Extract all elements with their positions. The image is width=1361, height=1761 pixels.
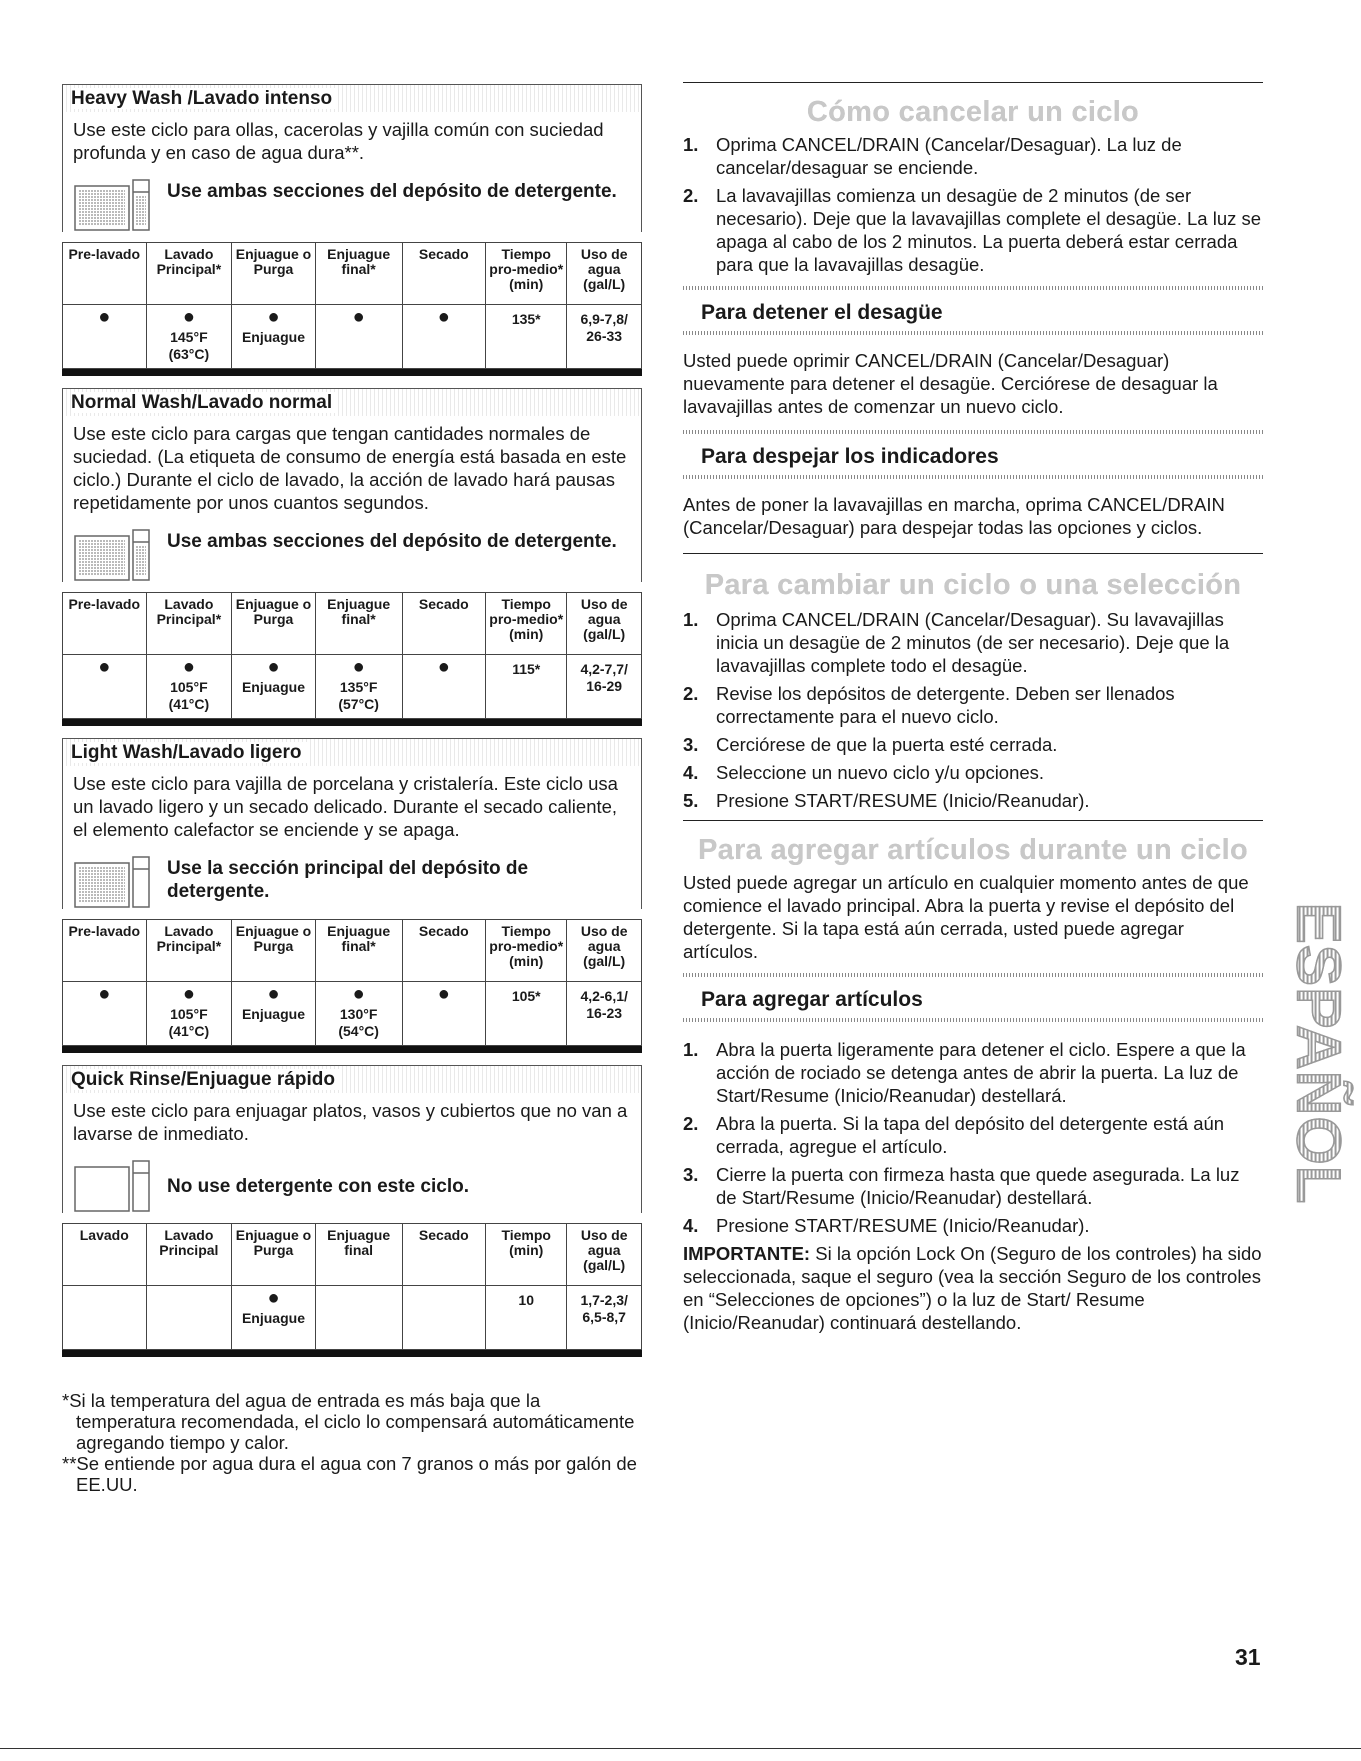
page-number: 31 — [1235, 1644, 1261, 1670]
cycle-normal-wash — [62, 388, 642, 726]
table-cell: ● — [402, 305, 486, 369]
col-header: Uso de agua (gal/L) — [567, 593, 642, 655]
cycle-description: Use este ciclo para vajilla de porcelana y cristalería. Este ciclo usa un lavado ligero y un secado delicado. Durante el secado caliente, el elemento calefactor se enciende y se apaga. — [73, 773, 618, 840]
divider — [683, 82, 1263, 83]
divider — [683, 475, 1263, 479]
cycle-spec-table — [62, 592, 642, 719]
table-cell: ● — [63, 982, 147, 1046]
table-cell: ● Enjuague — [232, 655, 316, 719]
cycle-list — [62, 84, 642, 1357]
divider — [62, 1046, 642, 1053]
footnote: *Si la temperatura del agua de entrada es más baja que la temperatura recomendada, el ciclo lo compensará automáticamente agregando tiempo y calor. — [62, 1390, 635, 1453]
col-header: Secado — [402, 243, 486, 305]
table-cell: ● — [402, 655, 486, 719]
clear-text: Antes de poner la lavavajillas en marcha, oprima CANCEL/DRAIN (Cancelar/Desaguar) para despejar todas las opciones y ciclos. — [683, 494, 1225, 538]
change-steps — [683, 608, 1263, 812]
table-cell: ● — [63, 655, 147, 719]
col-header: Tiempo pro-medio* (min) — [486, 920, 567, 982]
cancel-steps — [683, 133, 1263, 276]
table-cell: 6,9-7,8/ 26-33 — [567, 305, 642, 369]
list-item: 1. Oprima CANCEL/DRAIN (Cancelar/Desaguar). Su lavavajillas inicia un desagüe de 2 minutos (de ser necesario). Deje que la lavavajillas complete todo el desagüe. — [683, 609, 1230, 676]
col-header: Uso de agua (gal/L) — [567, 1224, 642, 1286]
list-item: 2. Abra la puerta. Si la tapa del depósito del detergente está aún cerrada, agregue el artículo. — [683, 1113, 1225, 1157]
table-cell: 4,2-7,7/ 16-29 — [567, 655, 642, 719]
divider — [683, 331, 1263, 335]
col-header: Secado — [402, 593, 486, 655]
col-header: Tiempo pro-medio* (min) — [486, 593, 567, 655]
list-item: 3. Cerciórese de que la puerta esté cerrada. — [683, 734, 1058, 755]
list-item: 4. Seleccione un nuevo ciclo y/u opciones. — [683, 762, 1045, 783]
detergent-dispenser-both-icon — [73, 528, 153, 582]
language-side-tab: ESPAÑOL — [1283, 901, 1353, 1205]
subsection-title-add-items: Para agregar artículos — [701, 988, 923, 1011]
col-header: Enjuague o Purga — [232, 920, 316, 982]
list-item: 1. Abra la puerta ligeramente para detener el ciclo. Espere a que la acción de rociado se detenga antes de abrir la puerta. La luz de Start/Resume (Inicio/Reanudar) destellará. — [683, 1039, 1246, 1106]
table-cell: ● Enjuague — [232, 305, 316, 369]
footnotes — [62, 1390, 642, 1495]
table-cell: ● 130°F (54°C) — [315, 982, 402, 1046]
table-cell — [402, 1286, 486, 1350]
detergent-dispenser-main-icon — [73, 855, 153, 909]
table-cell: 115* — [486, 655, 567, 719]
cycle-description: Use este ciclo para ollas, cacerolas y vajilla común con suciedad profunda y en caso de agua dura**. — [73, 119, 604, 163]
divider — [683, 553, 1263, 554]
col-header: Pre-lavado — [63, 920, 147, 982]
table-cell — [315, 1286, 402, 1350]
col-header: Enjuague o Purga — [232, 243, 316, 305]
list-item: 2. La lavavajillas comienza un desagüe de 2 minutos (de ser necesario). Deje que la lavavajillas complete el desagüe. La luz se apaga al cabo de los 2 minutos. La puerta deberá estar cerrada para que la lavavajillas desagüe. — [683, 185, 1262, 275]
subsection-title-clear: Para despejar los indicadores — [701, 445, 999, 468]
col-header: Pre-lavado — [63, 243, 147, 305]
divider — [62, 1350, 642, 1357]
cycle-title: Light Wash/Lavado ligero — [62, 738, 642, 766]
detergent-note: No use detergente con este ciclo. — [73, 1159, 631, 1213]
col-header: Lavado Principal* — [146, 593, 232, 655]
instructions-column — [683, 82, 1263, 1334]
cycle-title: Quick Rinse/Enjuague rápido — [62, 1065, 642, 1093]
col-header: Secado — [402, 1224, 486, 1286]
divider — [683, 286, 1263, 290]
divider — [62, 719, 642, 726]
cycle-quick-rinse — [62, 1065, 642, 1357]
table-cell: ● — [315, 305, 402, 369]
table-cell: ● — [402, 982, 486, 1046]
table-cell: ● — [63, 305, 147, 369]
table-cell: ● Enjuague — [232, 982, 316, 1046]
divider — [62, 369, 642, 376]
add-intro: Usted puede agregar un artículo en cualquier momento antes de que comience el lavado principal. Abra la puerta y revise el depósito del detergente. Si la tapa está aún cerrada, usted puede agregar artículos. — [683, 872, 1249, 962]
list-item: 1. Oprima CANCEL/DRAIN (Cancelar/Desaguar). La luz de cancelar/desaguar se enciende. — [683, 134, 1182, 178]
col-header: Pre-lavado — [63, 593, 147, 655]
col-header: Enjuague final — [315, 1224, 402, 1286]
divider — [683, 430, 1263, 434]
list-item: 3. Cierre la puerta con firmeza hasta que quede asegurada. La luz de Start/Resume (Inicio/Reanudar) destellará. — [683, 1164, 1240, 1208]
table-cell: 105* — [486, 982, 567, 1046]
col-header: Enjuague o Purga — [232, 1224, 316, 1286]
cycle-description: Use este ciclo para enjuagar platos, vasos y cubiertos que no van a lavarse de inmediato. — [73, 1100, 628, 1144]
section-title-cancel: Cómo cancelar un ciclo — [806, 96, 1140, 128]
cycle-spec-table — [62, 919, 642, 1046]
footnote: **Se entiende por agua dura el agua con 7 granos o más por galón de EE.UU. — [62, 1453, 637, 1495]
col-header: Tiempo (min) — [486, 1224, 567, 1286]
cycle-description: Use este ciclo para cargas que tengan cantidades normales de suciedad. (La etiqueta de consumo de energía está basada en este ciclo.) Durante el ciclo de lavado, la acción de lavado hará pausas repetidamente por unos cuantos segundos. — [73, 423, 627, 513]
table-cell: 1,7-2,3/ 6,5-8,7 — [567, 1286, 642, 1350]
detergent-note: Use ambas secciones del depósito de detergente. — [73, 178, 631, 232]
cycle-title: Normal Wash/Lavado normal — [62, 388, 642, 416]
table-cell — [146, 1286, 232, 1350]
col-header: Lavado Principal* — [146, 243, 232, 305]
divider — [683, 973, 1263, 977]
stop-drain-text: Usted puede oprimir CANCEL/DRAIN (Cancelar/Desaguar) nuevamente para detener el desagüe. Cerciórese de desaguar la lavavajillas antes de comenzar un nuevo ciclo. — [683, 350, 1218, 417]
list-item: 5. Presione START/RESUME (Inicio/Reanudar). — [683, 790, 1090, 811]
col-header: Enjuague final* — [315, 593, 402, 655]
add-steps — [683, 1038, 1263, 1237]
table-cell — [63, 1286, 147, 1350]
col-header: Lavado Principal* — [146, 920, 232, 982]
col-header: Enjuague final* — [315, 920, 402, 982]
col-header: Uso de agua (gal/L) — [567, 920, 642, 982]
col-header: Secado — [402, 920, 486, 982]
divider — [683, 1018, 1263, 1022]
detergent-dispenser-both-icon — [73, 178, 153, 232]
section-title-add: Para agregar artículos durante un ciclo — [698, 834, 1248, 866]
section-title-change: Para cambiar un ciclo o una selección — [704, 569, 1242, 601]
cycle-title: Heavy Wash /Lavado intenso — [62, 84, 642, 112]
table-cell: 135* — [486, 305, 567, 369]
detergent-dispenser-empty-icon — [73, 1159, 153, 1213]
divider — [0, 1748, 1361, 1749]
cycle-spec-table — [62, 1223, 642, 1350]
col-header: Lavado Principal — [146, 1224, 232, 1286]
list-item: 2. Revise los depósitos de detergente. Deben ser llenados correctamente para el nuevo ciclo. — [683, 683, 1175, 727]
table-cell: ● 105°F (41°C) — [146, 982, 232, 1046]
detergent-note: Use la sección principal del depósito de detergente. — [73, 855, 631, 909]
table-cell: ● 145°F (63°C) — [146, 305, 232, 369]
table-cell: 10 — [486, 1286, 567, 1350]
list-item: 4. Presione START/RESUME (Inicio/Reanudar). — [683, 1215, 1090, 1236]
subsection-title-stop-drain: Para detener el desagüe — [701, 301, 943, 324]
col-header: Lavado — [63, 1224, 147, 1286]
important-note: IMPORTANTE: Si la opción Lock On (Seguro de los controles) ha sido seleccionada, saque el seguro (vea la sección Seguro de los controles en “Selecciones de opciones”) o la luz de Start/ Resume (Inicio/Reanudar) continuará destellando. — [683, 1243, 1262, 1333]
table-cell: ● Enjuague — [232, 1286, 316, 1350]
col-header: Uso de agua (gal/L) — [567, 243, 642, 305]
col-header: Tiempo pro-medio* (min) — [486, 243, 567, 305]
col-header: Enjuague o Purga — [232, 593, 316, 655]
table-cell: 4,2-6,1/ 16-23 — [567, 982, 642, 1046]
col-header: Enjuague final* — [315, 243, 402, 305]
divider — [683, 820, 1263, 821]
cycle-heavy-wash — [62, 84, 642, 376]
detergent-note: Use ambas secciones del depósito de detergente. — [73, 528, 631, 582]
table-cell: ● 105°F (41°C) — [146, 655, 232, 719]
table-cell: ● 135°F (57°C) — [315, 655, 402, 719]
cycle-light-wash — [62, 738, 642, 1053]
cycle-spec-table — [62, 242, 642, 369]
